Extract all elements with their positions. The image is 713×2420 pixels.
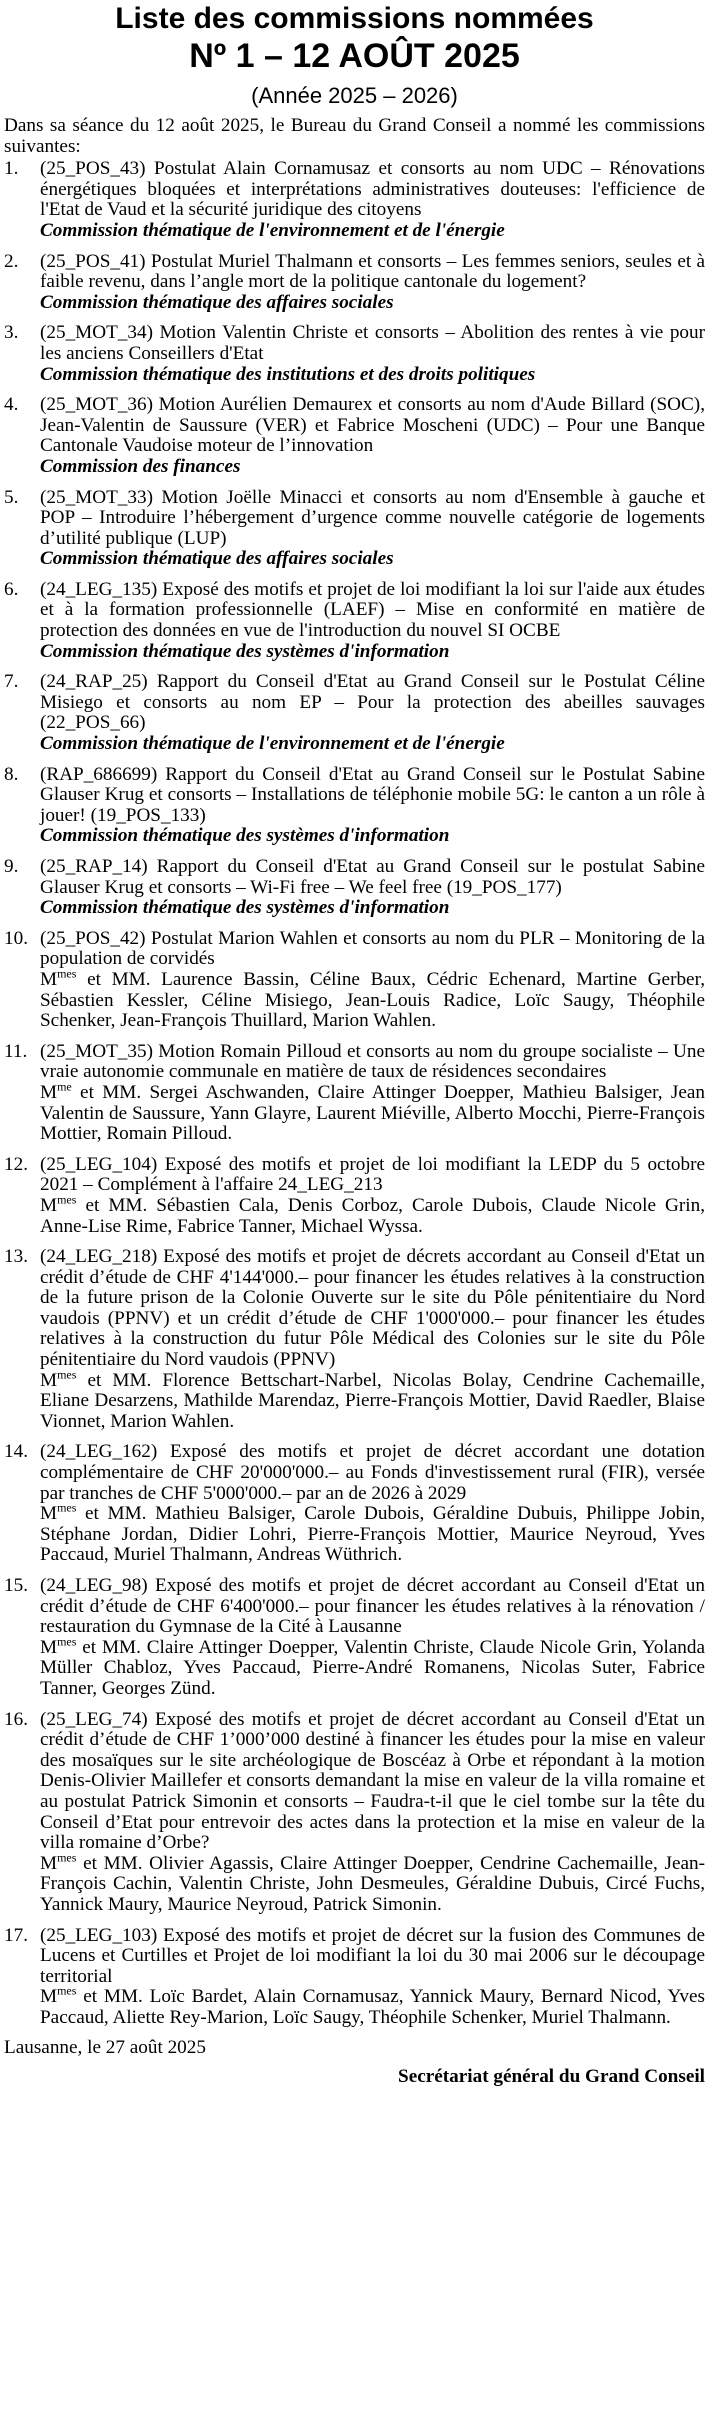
commission-members — [40, 1192, 705, 1237]
commission-members — [40, 1367, 705, 1433]
members-names: et MM. Claire Attinger Doepper, Valentin Christe, Claude Nicole Grin, Yolanda Müller Chabloz, Yves Paccaud, Pierre-André Romanens, Nicolas Suter, Fabrice Tanner, Georges Zünd. — [40, 1636, 705, 1699]
item-number: 16. — [4, 1708, 28, 1730]
members-names: et MM. Mathieu Balsiger, Carole Dubois, Géraldine Dubuis, Philippe Jobin, Stéphane Jordan, Didier Lohri, Pierre-François Mottier, Maurice Neyroud, Yves Paccaud, Muriel Thalmann, Andreas Wüthrich. — [40, 1503, 705, 1566]
document-year: (Année 2025 – 2026) — [251, 83, 458, 108]
item-body — [40, 580, 705, 662]
item-body — [40, 857, 705, 919]
commission-name: Commission thématique des institutions et des droits politiques — [40, 363, 536, 385]
members-names: et MM. Sébastien Cala, Denis Corboz, Carole Dubois, Claude Nicole Grin, Anne-Lise Rime, Fabrice Tanner, Michael Wyssa. — [40, 1194, 705, 1237]
list-item — [4, 1710, 705, 1916]
list-item — [4, 580, 705, 662]
item-body — [40, 1155, 705, 1237]
item-number: 14. — [4, 1441, 28, 1463]
item-description: (24_RAP_25) Rapport du Conseil d'Etat au Grand Conseil sur le Postulat Céline Misiego et consorts au nom EP – Pour la protection des abeilles sauvages (22_POS_66) — [40, 671, 705, 734]
item-description: (25_MOT_36) Motion Aurélien Demaurex et consorts au nom d'Aude Billard (SOC), Jean-Valentin de Saussure (VER) et Fabrice Moscheni (UDC) – Pour une Banque Cantonale Vaudoise moteur de l’innovation — [40, 394, 705, 457]
list-item — [4, 765, 705, 847]
item-number: 10. — [4, 927, 28, 949]
item-number: 8. — [4, 763, 19, 785]
item-number: 9. — [4, 856, 19, 877]
members-prefix: M — [40, 1852, 58, 1874]
list-item — [4, 488, 705, 570]
item-description: (25_MOT_33) Motion Joëlle Minacci et consorts au nom d'Ensemble à gauche et POP – Introduire l’hébergement d’urgence comme nouvelle catégorie de logements d’utilité publique (LUP) — [40, 486, 705, 549]
item-description: (RAP_686699) Rapport du Conseil d'Etat au Grand Conseil sur le Postulat Sabine Glauser Krug et consorts – Installations de téléphonie mobile 5G: le canton a un rôle à jouer! (19_POS_133) — [40, 763, 705, 826]
list-item — [4, 1155, 705, 1237]
item-number: 5. — [4, 486, 19, 508]
commission-members — [40, 1500, 705, 1566]
list-item — [4, 1576, 705, 1700]
item-body — [40, 1247, 705, 1432]
members-prefix: M — [40, 1194, 58, 1216]
members-names: et MM. Sergei Aschwanden, Claire Attinger Doepper, Mathieu Balsiger, Jean Valentin de Saussure, Yann Glayre, Laurent Miéville, Alberto Mocchi, Pierre-François Mottier, Romain Pilloud. — [40, 1081, 705, 1145]
item-description: (25_MOT_35) Motion Romain Pilloud et consorts au nom du groupe socialiste – Une vraie autonomie communale en matière de taux de résidences secondaires — [40, 1040, 705, 1083]
item-description: (25_MOT_34) Motion Valentin Christe et consorts – Abolition des rentes à vie pour les anciens Conseillers d'Etat — [40, 322, 705, 364]
list-item — [4, 395, 705, 477]
item-body — [40, 395, 705, 477]
signature: Secrétariat général du Grand Conseil — [398, 2066, 705, 2088]
list-item — [4, 857, 705, 919]
item-number: 3. — [4, 322, 19, 344]
item-number: 6. — [4, 578, 19, 600]
item-description: (25_LEG_74) Exposé des motifs et projet de décret accordant au Conseil d'Etat un crédit d’étude de CHF 1’000’000 destiné à financer les études pour la mise en valeur des mosaïques sur le site archéologique de Boscéaz à Orbe et répondant à la motion Denis-Olivier Maillefer et consorts demandant la mise en valeur de la villa romaine et au postulat Patrick Simonin et consorts – Faudra-t-il que le ciel tombe sur la tête du Conseil d’Etat pour entrevoir des actes dans la protection et la mise en valeur de la villa romaine d’Orbe? — [40, 1708, 705, 1854]
item-number: 17. — [4, 1924, 28, 1946]
item-body — [40, 1576, 705, 1700]
members-prefix-superscript: mes — [57, 1634, 77, 1649]
commission-members — [40, 1850, 705, 1916]
document-number: Nº 1 – 12 AOÛT 2025 — [189, 37, 520, 75]
members-names: et MM. Loïc Bardet, Alain Cornamusaz, Yannick Maury, Bernard Nicod, Yves Paccaud, Aliette Rey-Marion, Loïc Saugy, Théophile Schenker, Muriel Thalmann. — [40, 1986, 705, 2028]
members-prefix: M — [40, 1503, 58, 1525]
item-description: (24_LEG_135) Exposé des motifs et projet de loi modifiant la loi sur l'aide aux études et à la formation professionnelle (LAEF) – Mise en conformité en matière de protection des données en vue de l'introduction du nouvel SI OCBE — [40, 578, 705, 642]
item-description: (24_LEG_162) Exposé des motifs et projet de décret accordant une dotation complémentaire de CHF 20'000'000.– au Fonds d'investissement rural (FIR), versée par tranches de CHF 5'000'000.– par an de 2026 à 2029 — [40, 1441, 705, 1504]
item-body — [40, 1442, 705, 1566]
document-title: Liste des commissions nommées — [115, 2, 594, 35]
intro-paragraph: Dans sa séance du 12 août 2025, le Bureau du Grand Conseil a nommé les commissions suivantes: — [4, 115, 705, 157]
members-names: et MM. Florence Bettschart-Narbel, Nicolas Bolay, Cendrine Cachemaille, Eliane Desarzens, Mathilde Marendaz, Pierre-François Mottier, David Raedler, Blaise Vionnet, Marion Wahlen. — [40, 1369, 705, 1432]
list-item — [4, 1926, 705, 2029]
item-body — [40, 323, 705, 385]
members-prefix: M — [40, 968, 58, 990]
commission-members — [40, 966, 705, 1032]
members-prefix-superscript: mes — [57, 966, 77, 981]
members-prefix-superscript: mes — [57, 1192, 77, 1207]
commission-name: Commission thématique des affaires sociales — [40, 548, 394, 570]
item-number: 11. — [4, 1040, 28, 1062]
place-date: Lausanne, le 27 août 2025 — [4, 2037, 206, 2059]
list-item — [4, 1247, 705, 1432]
members-prefix: M — [40, 1369, 58, 1391]
item-description: (25_RAP_14) Rapport du Conseil d'Etat au Grand Conseil sur le postulat Sabine Glauser Krug et consorts – Wi-Fi free – We feel free (19_POS_177) — [40, 856, 705, 898]
list-item — [4, 323, 705, 385]
members-prefix-superscript: mes — [57, 1367, 77, 1382]
item-body — [40, 1710, 705, 1916]
item-description: (25_POS_43) Postulat Alain Cornamusaz et consorts au nom UDC – Rénovations énergétiques bloquées et interprétations administratives douteuses: l'efficience de l'Etat de Vaud et la sécurité juridique des citoyens — [40, 158, 705, 221]
item-number: 4. — [4, 394, 19, 416]
members-prefix-superscript: me — [57, 1079, 72, 1094]
list-item — [4, 1442, 705, 1566]
members-prefix-superscript: mes — [57, 1850, 77, 1865]
item-number: 2. — [4, 250, 19, 272]
item-body — [40, 488, 705, 570]
item-number: 13. — [4, 1246, 28, 1268]
members-prefix: M — [40, 1986, 58, 2008]
commission-name: Commission thématique de l'environnement et de l'énergie — [40, 733, 505, 755]
item-description: (24_LEG_218) Exposé des motifs et projet de décrets accordant au Conseil d'Etat un crédit d’étude de CHF 4'144'000.– pour financer les études relatives à la construction de la future prison de la Colonie Ouverte sur le site du Pôle pénitentiaire du Nord vaudois (PPNV) et un crédit d’étude de CHF 1'000'000.– pour financer les études relatives à la construction du futur Pôle Médical des Colonies sur le site du Pôle pénitentiaire du Nord vaudois (PPNV) — [40, 1246, 705, 1371]
item-body — [40, 1926, 705, 2029]
item-description: (25_POS_42) Postulat Marion Wahlen et consorts au nom du PLR – Monitoring de la population de corvidés — [40, 927, 705, 970]
item-body — [40, 159, 705, 241]
members-prefix-superscript: mes — [57, 1983, 77, 1998]
list-item — [4, 252, 705, 314]
commission-name: Commission thématique de l'environnement et de l'énergie — [40, 219, 505, 241]
item-number: 12. — [4, 1153, 28, 1175]
commission-name: Commission thématique des systèmes d'information — [40, 640, 450, 662]
item-body — [40, 1042, 705, 1145]
item-number: 1. — [4, 158, 19, 180]
members-names: et MM. Laurence Bassin, Céline Baux, Cédric Echenard, Martine Gerber, Sébastien Kessler, Céline Misiego, Jean-Louis Radice, Loïc Saugy, Théophile Schenker, Jean-François Thuillard, Marion Wahlen. — [40, 968, 705, 1032]
members-prefix-superscript: mes — [57, 1500, 77, 1515]
list-item — [4, 1042, 705, 1145]
item-number: 7. — [4, 671, 19, 693]
commission-name: Commission thématique des systèmes d'information — [40, 897, 450, 919]
item-description: (25_LEG_104) Exposé des motifs et projet de loi modifiant la LEDP du 5 octobre 2021 – Complément à l'affaire 24_LEG_213 — [40, 1153, 705, 1196]
list-item — [4, 929, 705, 1032]
item-body — [40, 672, 705, 754]
commission-members — [40, 1634, 705, 1700]
item-description: (25_LEG_103) Exposé des motifs et projet de décret sur la fusion des Communes de Lucens et Curtilles et Projet de loi modifiant la loi du 30 mai 2006 sur le découpage territorial — [40, 1924, 705, 1987]
list-item — [4, 159, 705, 241]
document-page — [0, 2, 713, 2420]
list-item — [4, 672, 705, 754]
item-body — [40, 765, 705, 847]
item-number: 15. — [4, 1575, 28, 1596]
item-description: (25_POS_41) Postulat Muriel Thalmann et consorts – Les femmes seniors, seules et à faible revenu, dans l’angle mort de la politique cantonale du logement? — [40, 250, 705, 293]
commission-members — [40, 1983, 705, 2028]
item-description: (24_LEG_98) Exposé des motifs et projet de décret accordant au Conseil d'Etat un crédit d’étude de CHF 6'400'000.– pour financer les études relatives à la rénovation / restauration du Gymnase de la Cité à Lausanne — [40, 1575, 705, 1638]
members-prefix: M — [40, 1081, 58, 1103]
commission-name: Commission des finances — [40, 455, 241, 477]
members-prefix: M — [40, 1636, 58, 1658]
commission-name: Commission thématique des affaires sociales — [40, 291, 394, 313]
commission-list — [4, 159, 705, 2028]
commission-name: Commission thématique des systèmes d'information — [40, 825, 450, 847]
commission-members — [40, 1079, 705, 1145]
item-body — [40, 252, 705, 314]
item-body — [40, 929, 705, 1032]
members-names: et MM. Olivier Agassis, Claire Attinger Doepper, Cendrine Cachemaille, Jean-François Cachin, Valentin Christe, John Desmeules, Géraldine Dubuis, Circé Fuchs, Yannick Maury, Maurice Neyroud, Patrick Simonin. — [40, 1852, 705, 1915]
